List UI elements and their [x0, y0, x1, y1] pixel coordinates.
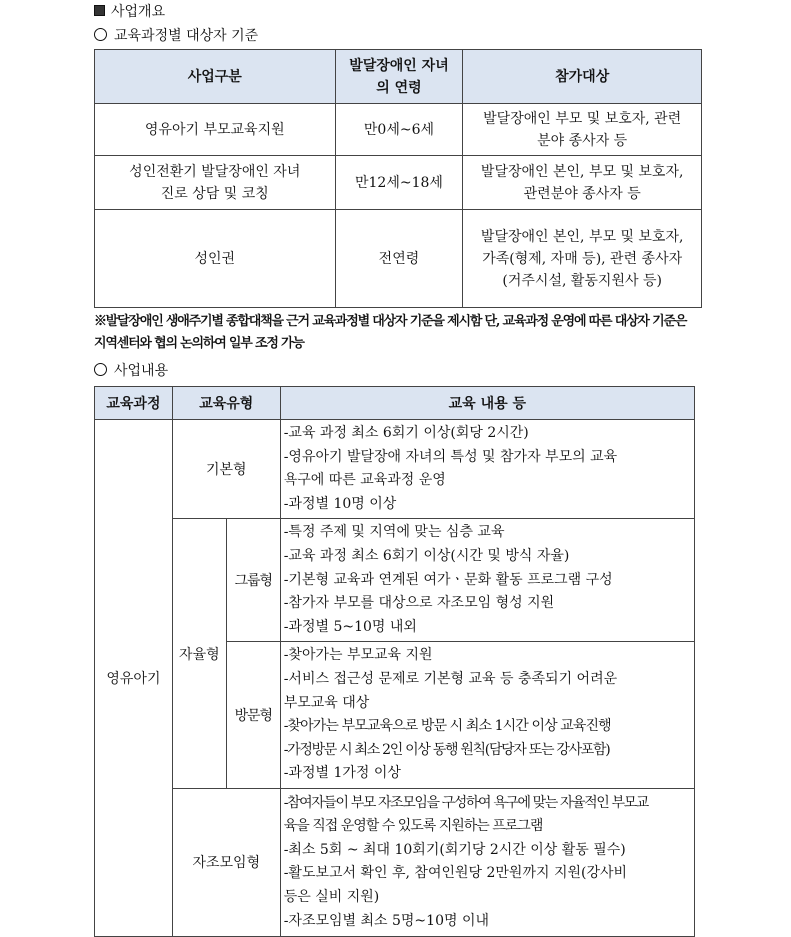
table1-cell-target: 발달장애인 부모 및 보호자, 관련 분야 종사자 등 [463, 104, 702, 156]
table1-cell-type: 영유아기 부모교육지원 [95, 104, 336, 156]
table1-cell-age: 전연령 [335, 210, 463, 308]
square-bullet-icon [94, 5, 105, 16]
table1-cell-age: 만12세~18세 [335, 156, 463, 210]
criteria-note: ※발달장애인 생애주기별 종합대책을 근거 교육과정별 대상자 기준을 제시함 단, 교육과정 운영에 따른 대상자 기준은 지역센터와 협의 논의하여 일부 조정 가능 [94, 314, 687, 351]
section1-title: 교육과정별 대상자 기준 [114, 28, 259, 44]
table1-cell-type: 성인전환기 발달장애인 자녀 진로 상담 및 코칭 [95, 156, 336, 210]
table2-header-row [95, 387, 695, 420]
table2-type-selfhelp: 자조모임형 [172, 788, 280, 936]
table-row [95, 104, 702, 156]
circle-bullet-icon [94, 28, 107, 41]
table1-cell-target: 발달장애인 본인, 부모 및 보호자, 가족(형제, 자매 등), 관련 종사자 (거주시설, 활동지원사 등) [463, 210, 702, 308]
program-content-table [94, 386, 695, 937]
table1-header-target: 참가대상 [463, 50, 702, 104]
table-row [95, 210, 702, 308]
table2-content-group: -특정 주제 및 지역에 맞는 심층 교육 -교육 과정 최소 6회기 이상(시간 및 방식 자율) -기본형 교육과 연계된 여가ㆍ문화 활동 프로그램 구성 -참가자 부모를 대상으로 자조모임 형성 지원 -과정별 5~10명 내외 [280, 519, 694, 642]
section2-heading [94, 361, 168, 381]
section1-heading [94, 26, 258, 46]
table1-header-row [95, 50, 702, 104]
table2-course-cell: 영유아기 [95, 420, 173, 937]
table1-cell-target: 발달장애인 본인, 부모 및 보호자, 관련분야 종사자 등 [463, 156, 702, 210]
table-row [95, 519, 695, 642]
table2-content-basic: -교육 과정 최소 6회기 이상(회당 2시간) -영유아기 발달장애 자녀의 특성 및 참가자 부모의 교육 욕구에 따른 교육과정 운영 -과정별 10명 이상 [280, 420, 694, 519]
table-row [95, 420, 695, 519]
table2-content-selfhelp: -참여자들이 부모 자조모임을 구성하여 욕구에 맞는 자율적인 부모교 육을 직접 운영할 수 있도록 지원하는 프로그램 -최소 5회 ~ 최대 10회기(회기당 2시간 이상 활동 필수) -활도보고서 확인 후, 참여인원당 2만원까지 지원(강사비 등은 실비 지원) -자조모임별 최소 5명~10명 이내 [280, 788, 694, 936]
table2-header-content: 교육 내용 등 [280, 387, 694, 420]
table2-type-basic: 기본형 [172, 420, 280, 519]
table1-cell-type: 성인권 [95, 210, 336, 308]
table1-cell-age: 만0세~6세 [335, 104, 463, 156]
table2-header-type: 교육유형 [172, 387, 280, 420]
table2-subtype-visit: 방문형 [226, 642, 280, 789]
section2-title: 사업내용 [114, 363, 169, 379]
table-row [95, 156, 702, 210]
table2-type-autonomous: 자율형 [172, 519, 226, 789]
table2-header-course: 교육과정 [95, 387, 173, 420]
overview-heading [94, 2, 165, 22]
target-criteria-table [94, 49, 702, 308]
table1-header-age: 발달장애인 자녀의 연령 [335, 50, 463, 104]
overview-label: 사업개요 [111, 4, 166, 20]
table2-subtype-group: 그룹형 [226, 519, 280, 642]
table-row [95, 788, 695, 936]
table2-content-visit: -찾아가는 부모교육 지원 -서비스 접근성 문제로 기본형 교육 등 충족되기 어려운 부모교육 대상 -찾아가는 부모교육으로 방문 시 최소 1시간 이상 교육진행 -가정방문 시 최소 2인 이상 동행 원칙(담당자 또는 강사포함) -과정별 1가정 이상 [280, 642, 694, 789]
circle-bullet-icon [94, 363, 107, 376]
table1-header-type: 사업구분 [95, 50, 336, 104]
